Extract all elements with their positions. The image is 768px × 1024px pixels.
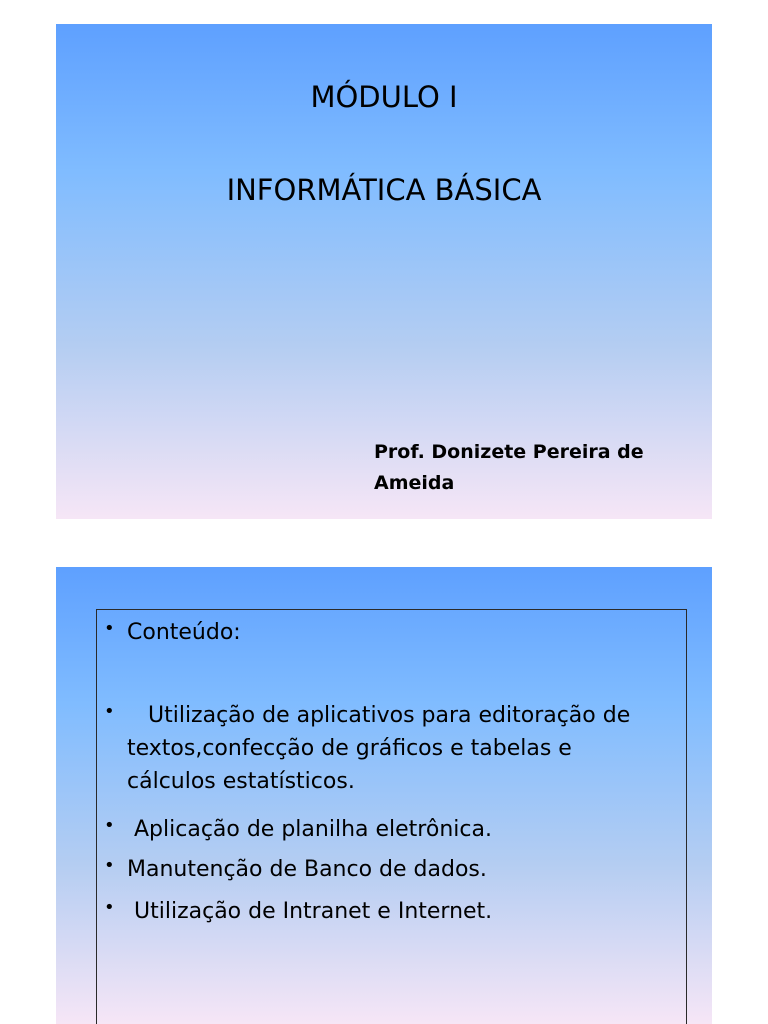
bullet-text: Utilização de Intranet e Internet.	[127, 899, 493, 924]
bullet-icon: •	[104, 855, 115, 876]
slide-title-subject: INFORMÁTICA BÁSICA	[226, 173, 542, 207]
bullet-icon: •	[104, 815, 115, 836]
bullet-text: Aplicação de planilha eletrônica.	[127, 817, 492, 842]
slide-title-module: MÓDULO I	[310, 80, 458, 114]
bullet-icon: •	[104, 701, 115, 722]
title-slide	[56, 24, 712, 519]
bullet-icon: •	[104, 897, 115, 918]
content-text-box	[96, 609, 687, 1024]
bullet-text: Conteúdo:	[127, 620, 241, 645]
bullet-item-spreadsheet	[97, 813, 657, 846]
bullet-item-intranet	[97, 895, 657, 928]
bullet-item-database	[97, 853, 657, 886]
author-name: Prof. Donizete Pereira de Ameida	[374, 441, 644, 494]
bullet-text: Utilização de aplicativos para editoração de textos,confecção de gráficos e tabelas e cálculos estatísticos.	[127, 703, 638, 794]
bullet-item-contents-heading	[97, 616, 657, 649]
bullet-item-applications	[97, 699, 657, 798]
bullet-text: Manutenção de Banco de dados.	[127, 857, 487, 882]
bullet-icon: •	[104, 618, 115, 639]
content-slide	[56, 567, 712, 1024]
